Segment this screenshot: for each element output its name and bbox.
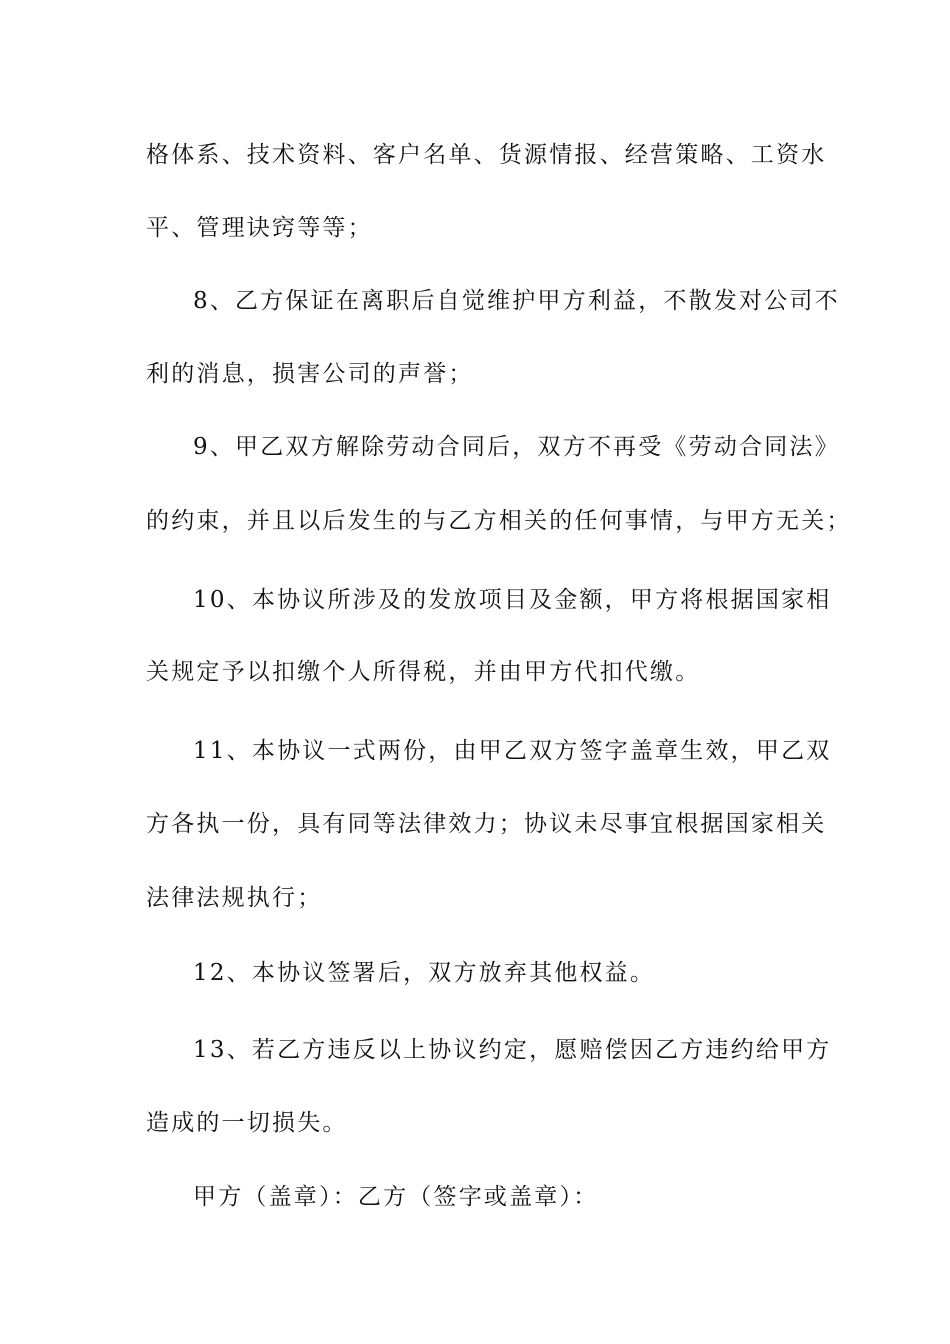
clause-10-line: 10、本协议所涉及的发放项目及金额，甲方将根据国家相 [193, 587, 832, 613]
text-line: 方各执一份，具有同等法律效力；协议未尽事宜根据国家相关 [146, 811, 827, 837]
clause-8-line: 8、乙方保证在离职后自觉维护甲方利益，不散发对公司不 [193, 288, 840, 314]
clause-13-line: 13、若乙方违反以上协议约定，愿赔偿因乙方违约给甲方 [193, 1037, 832, 1063]
clause-11-line: 11、本协议一式两份，由甲乙双方签字盖章生效，甲乙双 [193, 738, 832, 764]
text-line: 造成的一切损失。 [146, 1110, 348, 1136]
text-line: 平、管理诀窍等等； [146, 215, 373, 241]
text-line: 格体系、技术资料、客户名单、货源情报、经营策略、工资水 [146, 142, 827, 168]
text-line: 法律法规执行； [146, 885, 323, 911]
text-line: 关规定予以扣缴个人所得税，并由甲方代扣代缴。 [146, 659, 701, 685]
clause-9-line: 9、甲乙双方解除劳动合同后，双方不再受《劳动合同法》 [193, 434, 840, 460]
signature-line: 甲方（盖章）：乙方（签字或盖章）： [193, 1184, 599, 1210]
clause-12-line: 12、本协议签署后，双方放弃其他权益。 [193, 960, 656, 986]
text-line: 利的消息，损害公司的声誉； [146, 361, 474, 387]
text-line: 的约束，并且以后发生的与乙方相关的任何事情，与甲方无关； [146, 508, 852, 534]
